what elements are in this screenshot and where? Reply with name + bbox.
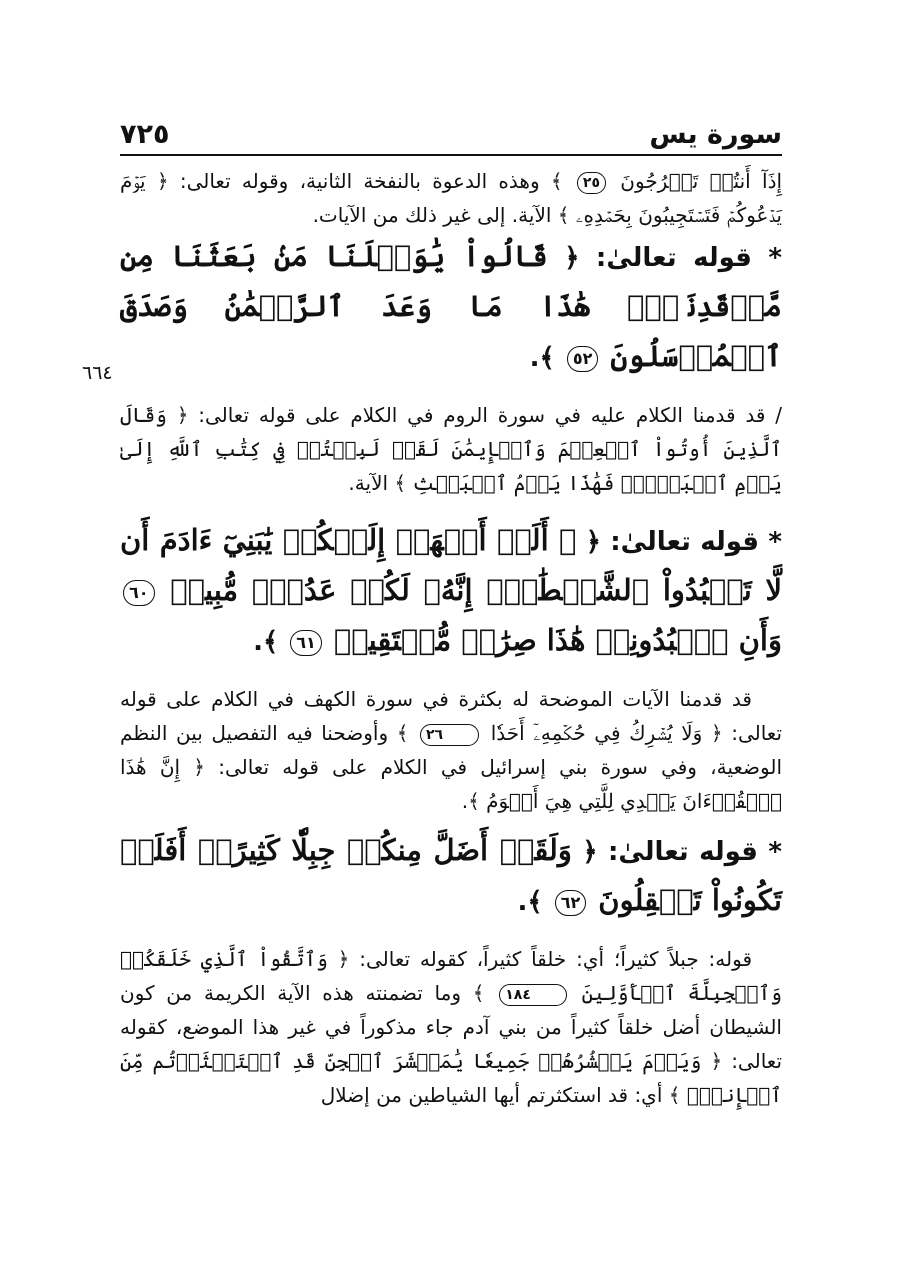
paragraph-1 [120,164,782,232]
header-rule [120,154,782,156]
page-number: ٧٢٥ [120,119,170,150]
ayah-number-marker: ١٨٤ [499,984,567,1006]
ayah-number-marker: ٥٢ [567,346,599,372]
heading-close: ﴾. [529,343,555,373]
quran-verse: قَالُواْ يَٰوَيۡلَنَا مَنۢ بَعَثَنَا مِن مَّرۡقَدِنَاۜۗ هَٰذَا مَا وَعَدَ ٱلرَّحۡمَٰنُ وَصَدَقَ ٱلۡمُرۡسَلُونَ [120,239,782,373]
paragraph-2 [120,398,782,500]
commentary-text: / قد قدمنا الكلام عليه في سورة الروم في الكلام على قوله تعالى: ﴿ [176,403,783,427]
quran-quote: إِذَآ أَنتُمۡ تَخۡرُجُونَ [620,169,783,193]
commentary-text: ﴾ وما تضمنته هذه الآية الكريمة من كون الشيطان أضل خلقاً كثيراً من بني آدم جاء مذكوراً في غير هذا الموضع، كقوله تعالى: ﴿ [120,981,783,1073]
commentary-text: ﴾. [461,789,480,813]
quran-verse: وَأَنِ ٱعۡبُدُونِيۚ هَٰذَا صِرَٰطٞ مُّسۡتَقِيمٞ [333,623,782,657]
section-gap [120,818,782,826]
ayah-number-marker: ٢٦ [420,724,479,746]
page-body [120,164,782,1112]
section-gap [120,926,782,942]
page-header [120,108,782,150]
ayah-number-marker: ٢٥ [577,172,606,194]
quran-quote: وَيَوۡمَ يَحۡشُرُهُمۡ جَمِيعٗا يَٰمَعۡشَرَ ٱلۡجِنِّ قَدِ ٱسۡتَكۡثَرۡتُم مِّنَ ٱلۡإِنسِۖ [120,1049,782,1107]
marginal-page-reference: ٦٦٤ [82,362,113,384]
verse-heading-1 [120,232,782,382]
commentary-text: قوله: جبلاً كثيراً؛ أي: خلقاً كثيراً، كقوله تعالى: ﴿ [337,947,753,971]
ayah-number-marker: ٦٢ [555,890,587,916]
ayah-number-marker: ٦٠ [123,580,155,606]
section-gap [120,500,782,516]
heading-close: ﴾. [253,627,279,657]
section-gap [120,382,782,398]
ayah-number-marker: ٦١ [290,630,322,656]
quran-quote: يَوۡمَ يَدۡعُوكُمۡ فَتَسۡتَجِيبُونَ بِحَمۡدِهِۦ [120,169,782,227]
quran-quote: وَٱتَّقُواْ ٱلَّذِي خَلَقَكُمۡ وَٱلۡجِبِلَّةَ ٱلۡأَوَّلِينَ [120,947,782,1005]
heading-intro: * قوله تعالىٰ: ﴿ [564,243,782,273]
paragraph-3 [120,682,782,818]
commentary-text: ﴾ الآية. [348,471,407,495]
quran-quote: وَلَا يُشۡرِكُ فِي حُكۡمِهِۦٓ أَحَدٗا [490,721,703,745]
commentary-text: ﴾ وهذه الدعوة بالنفخة الثانية، وقوله تعالى: ﴿ [156,169,563,193]
commentary-text: ﴾ وأوضحنا فيه التفصيل بين النظم الوضعية، وفي سورة بني إسرائيل في الكلام على قوله تعالى: ﴿ [120,721,782,779]
paragraph-4 [120,942,782,1112]
quran-quote: إِنَّ هَٰذَا ٱلۡقُرۡءَانَ يَهۡدِي لِلَّتِي هِيَ أَقۡوَمُ [120,755,782,813]
verse-heading-3 [120,826,782,926]
heading-intro: * قوله تعالىٰ: ﴿ [585,527,782,557]
quran-quote: وَقَالَ ٱلَّذِينَ أُوتُواْ ٱلۡعِلۡمَ وَٱلۡإِيمَٰنَ لَقَدۡ لَبِثۡتُمۡ فِي كِتَٰبِ ٱللَّهِ إِلَىٰ يَوۡمِ ٱلۡبَعۡثِۖ فَهَٰذَا يَوۡمُ ٱلۡبَعۡثِ [120,403,782,495]
heading-close: ﴾. [517,887,543,917]
quran-verse: ۞ أَلَمۡ أَعۡهَدۡ إِلَيۡكُمۡ يَٰبَنِيٓ ءَادَمَ أَن لَّا تَعۡبُدُواْ ٱلشَّيۡطَٰنَۖ إِنَّهُۥ لَكُمۡ عَدُوّٞ مُّبِينٞ [120,523,782,607]
quran-verse: وَلَقَدۡ أَضَلَّ مِنكُمۡ جِبِلّٗا كَثِيرًاۖ أَفَلَمۡ تَكُونُواْ تَعۡقِلُونَ [120,833,782,917]
commentary-text: ﴾ أي: قد استكثرتم أيها الشياطين من إضلال [320,1083,681,1107]
commentary-text: قد قدمنا الآيات الموضحة له بكثرة في سورة الكهف في الكلام على قوله تعالى: ﴿ [120,687,783,745]
sura-title: سورة يس [649,119,782,150]
verse-heading-2 [120,516,782,666]
commentary-text: ﴾ الآية. إلى غير ذلك من الآيات. [312,203,570,227]
section-gap [120,666,782,682]
heading-intro: * قوله تعالىٰ: ﴿ [582,837,782,867]
